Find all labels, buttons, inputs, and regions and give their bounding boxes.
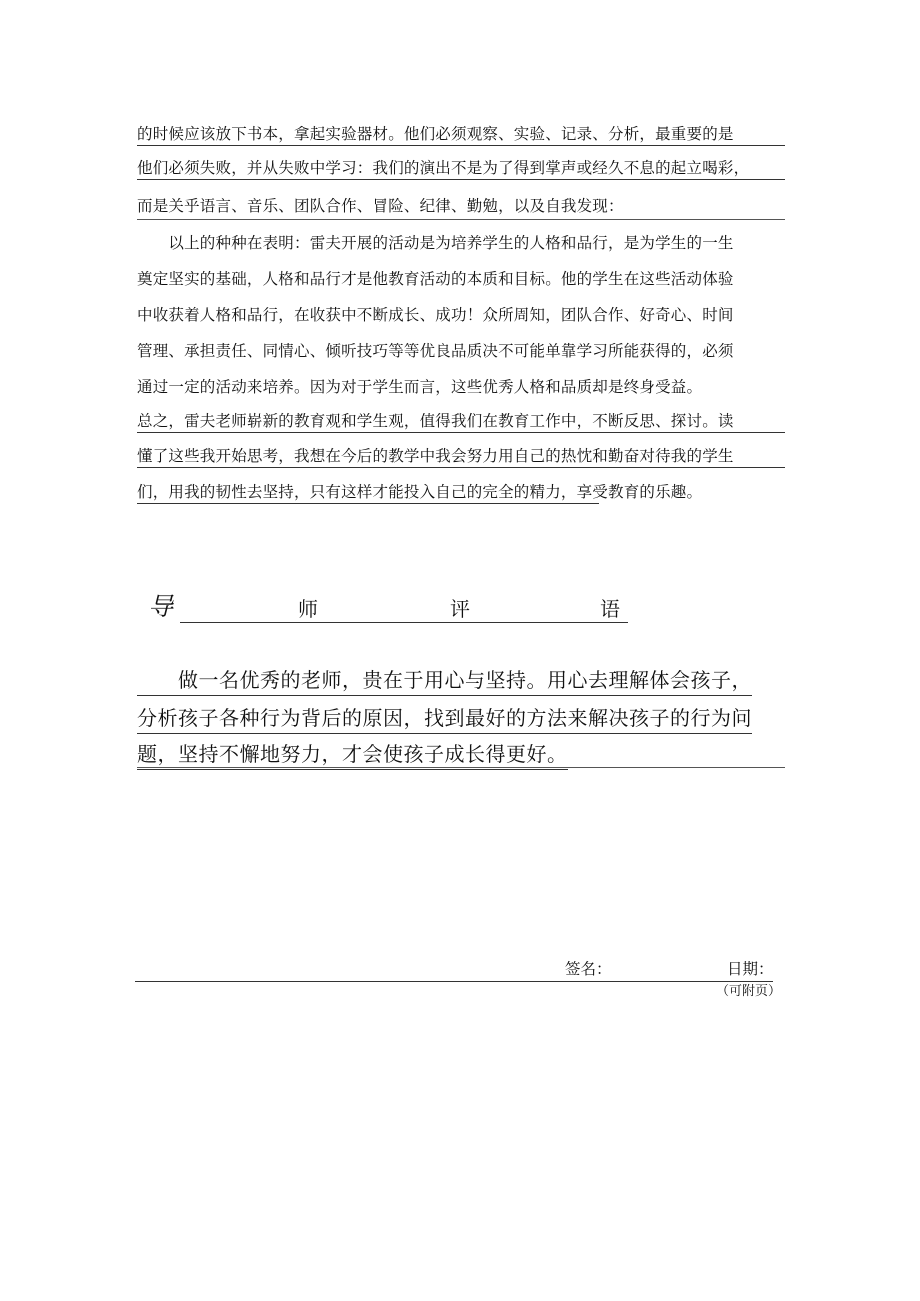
title-char: 师 xyxy=(298,597,318,621)
essay-line: 奠定坚实的基础，人格和品行才是他教育活动的本质和目标。他的学生在这些活动体验 xyxy=(137,270,734,288)
comment-rule xyxy=(137,767,785,768)
title-underline xyxy=(180,622,628,623)
essay-line: 通过一定的活动来培养。因为对于学生而言，这些优秀人格和品质却是终身受益。 xyxy=(137,378,703,396)
comment-line: 做一名优秀的老师，贵在于用心与坚持。用心去理解体会孩子， xyxy=(137,665,752,696)
essay-line: 他们必须失败，并从失败中学习：我们的演出不是为了得到掌声或经久不息的起立喝彩， xyxy=(137,157,785,180)
signature-label: 签名： xyxy=(565,960,612,978)
title-char: 评 xyxy=(450,597,470,621)
title-char: 语 xyxy=(600,597,620,621)
title-char: 导 xyxy=(148,592,174,621)
mentor-comment-title xyxy=(148,592,628,627)
signature-row xyxy=(135,958,773,982)
essay-line: 以上的种种在表明：雷夫开展的活动是为培养学生的人格和品行，是为学生的一生 xyxy=(137,234,734,252)
comment-line: 题，坚持不懈地努力，才会使孩子成长得更好。 xyxy=(137,739,568,770)
essay-line: 总之，雷夫老师崭新的教育观和学生观，值得我们在教育工作中，不断反思、探讨。读 xyxy=(137,410,785,433)
section-rule xyxy=(137,219,785,220)
date-label: 日期： xyxy=(727,960,774,978)
essay-line: 的时候应该放下书本，拿起实验器材。他们必须观察、实验、记录、分析，最重要的是 xyxy=(137,123,785,146)
comment-line: 分析孩子各种行为背后的原因，找到最好的方法来解决孩子的行为问 xyxy=(137,703,752,734)
essay-line: 们，用我的韧性去坚持，只有这样才能投入自己的完全的精力，享受教育的乐趣。 xyxy=(137,481,599,504)
essay-line: 懂了这些我开始思考，我想在今后的教学中我会努力用自己的热忱和勤奋对待我的学生 xyxy=(137,445,785,468)
attachment-note: （可附页） xyxy=(716,984,782,999)
essay-line: 中收获着人格和品行，在收获中不断成长、成功！众所周知，团队合作、好奇心、时间 xyxy=(137,306,734,324)
essay-line: 管理、承担责任、同情心、倾听技巧等等优良品质决不可能单靠学习所能获得的，必须 xyxy=(137,342,734,360)
essay-line: 而是关乎语言、音乐、团队合作、冒险、纪律、勤勉，以及自我发现： xyxy=(137,197,624,215)
signature-rule xyxy=(135,981,773,982)
